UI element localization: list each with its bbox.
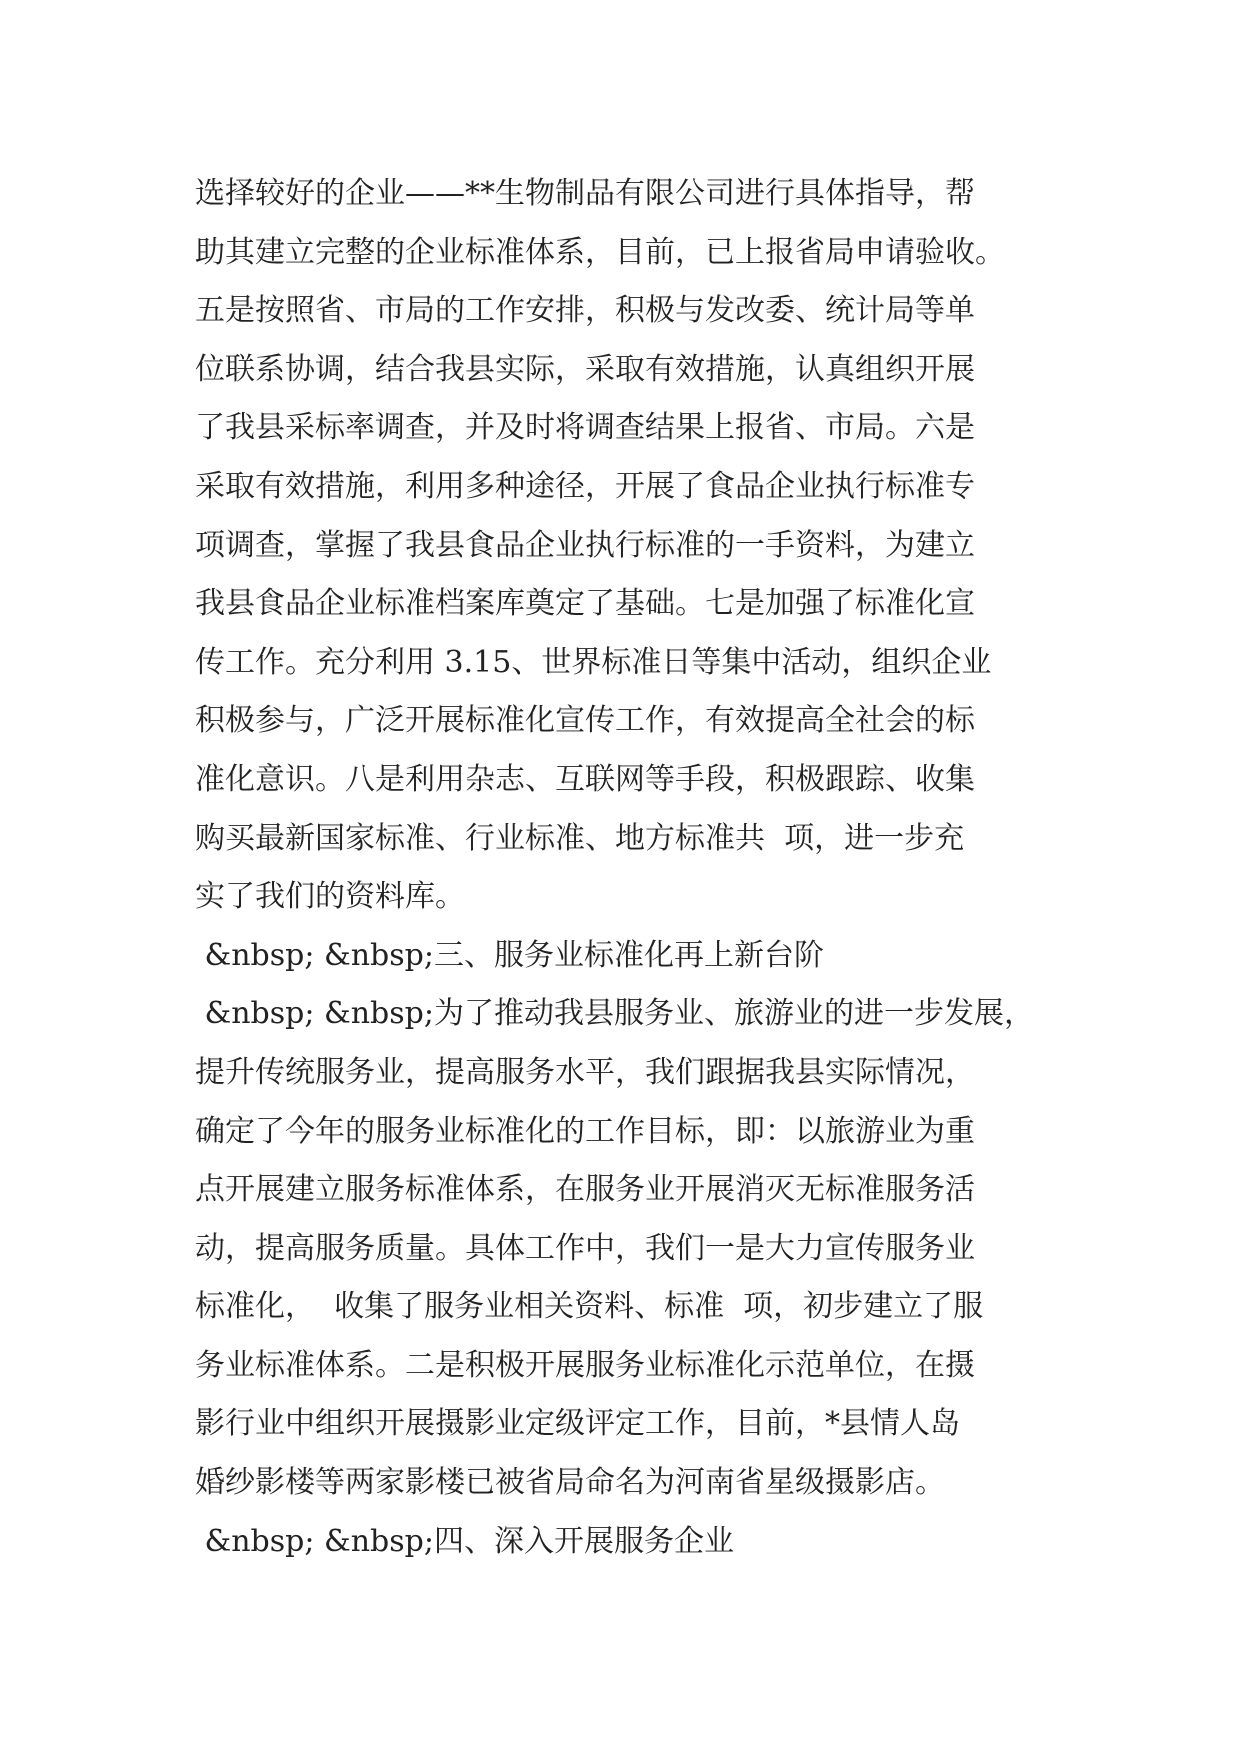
text-line: 动，提高服务质量。具体工作中，我们一是大力宣传服务业 (195, 1230, 975, 1266)
section-heading: &nbsp; &nbsp;四、深入开展服务企业 (195, 1523, 734, 1559)
text-line: 点开展建立服务标准体系，在服务业开展消灭无标准服务活 (195, 1172, 975, 1208)
document-body (195, 165, 1075, 1571)
text-line: 购买最新国家标准、行业标准、地方标准共 项，进一步充 (195, 820, 965, 856)
text-line: 助其建立完整的企业标准体系，目前，已上报省局申请验收。 (195, 234, 1005, 270)
text-line: 确定了今年的服务业标准化的工作目标，即：以旅游业为重 (195, 1113, 975, 1149)
text-line: 项调查，掌握了我县食品企业执行标准的一手资料，为建立 (195, 527, 975, 563)
text-line: 采取有效措施，利用多种途径，开展了食品企业执行标准专 (195, 468, 975, 504)
text-line: 实了我们的资料库。 (195, 879, 465, 915)
text-line: 准化意识。八是利用杂志、互联网等手段，积极跟踪、收集 (195, 761, 975, 797)
text-line: 标准化， 收集了服务业相关资料、标准 项，初步建立了服 (195, 1289, 984, 1325)
text-line: 传工作。充分利用 3.15、世界标准日等集中活动，组织企业 (195, 644, 992, 680)
text-line: 积极参与，广泛开展标准化宣传工作，有效提高全社会的标 (195, 703, 975, 739)
text-line: 务业标准体系。二是积极开展服务业标准化示范单位，在摄 (195, 1347, 975, 1383)
text-line: 了我县采标率调查，并及时将调查结果上报省、市局。六是 (195, 410, 975, 446)
text-line: 五是按照省、市局的工作安排，积极与发改委、统计局等单 (195, 293, 975, 329)
section-heading: &nbsp; &nbsp;三、服务业标准化再上新台阶 (195, 937, 824, 973)
text-line: 提升传统服务业，提高服务水平，我们跟据我县实际情况， (195, 1054, 975, 1090)
text-line: 我县食品企业标准档案库奠定了基础。七是加强了标准化宣 (195, 586, 975, 622)
text-line: &nbsp; &nbsp;为了推动我县服务业、旅游业的进一步发展， (195, 996, 1034, 1032)
text-line: 影行业中组织开展摄影业定级评定工作，目前，*县情人岛 (195, 1406, 960, 1442)
text-line: 选择较好的企业——**生物制品有限公司进行具体指导，帮 (195, 176, 975, 211)
text-line: 婚纱影楼等两家影楼已被省局命名为河南省星级摄影店。 (195, 1465, 945, 1501)
text-line: 位联系协调，结合我县实际，采取有效措施，认真组织开展 (195, 351, 975, 387)
